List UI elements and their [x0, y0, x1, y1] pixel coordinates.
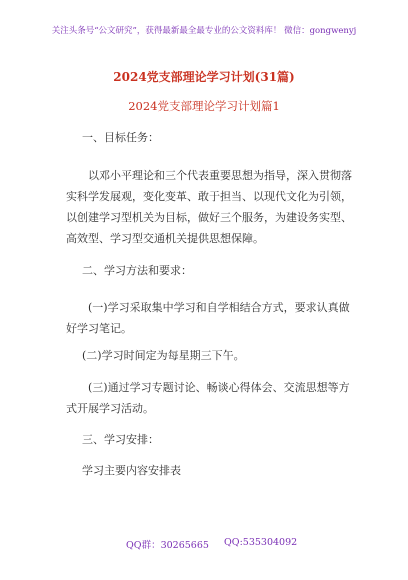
method-item-1: (一)学习采取集中学习和自学相结合方式，要求认真做好学习笔记。: [66, 301, 350, 335]
section1-body: 以邓小平理论和三个代表重要思想为指导，深入贯彻落实科学发展观，变化变革、敢于担当、以现代文化为引领，以创建学习型机关为目标，做好三个服务，为建设务实型、高效型、学习型交通机关提供思想保障。: [66, 169, 352, 245]
section3-heading: 三、学习安排：: [82, 433, 159, 446]
section1-heading: 一、目标任务：: [82, 131, 159, 144]
footer-qq: QQ:535304092: [224, 537, 298, 548]
footer-qq-group: QQ群：30265665: [126, 540, 209, 551]
schedule-table-caption: 学习主要内容安排表: [82, 464, 181, 477]
section2-heading: 二、学习方法和要求：: [82, 264, 192, 277]
document-subtitle: 2024党支部理论学习计划篇1: [128, 99, 280, 113]
method-item-2: (二)学习时间定为每星期三下午。: [82, 349, 245, 362]
document-title: 2024党支部理论学习计划(31篇): [113, 70, 295, 84]
header-promo-note: 关注头条号“公文研究”，获得最新最全最专业的公文资料库！ 微信：gongwenyj: [51, 26, 357, 36]
method-item-3: (三)通过学习专题讨论、畅谈心得体会、交流思想等方式开展学习活动。: [66, 381, 350, 415]
